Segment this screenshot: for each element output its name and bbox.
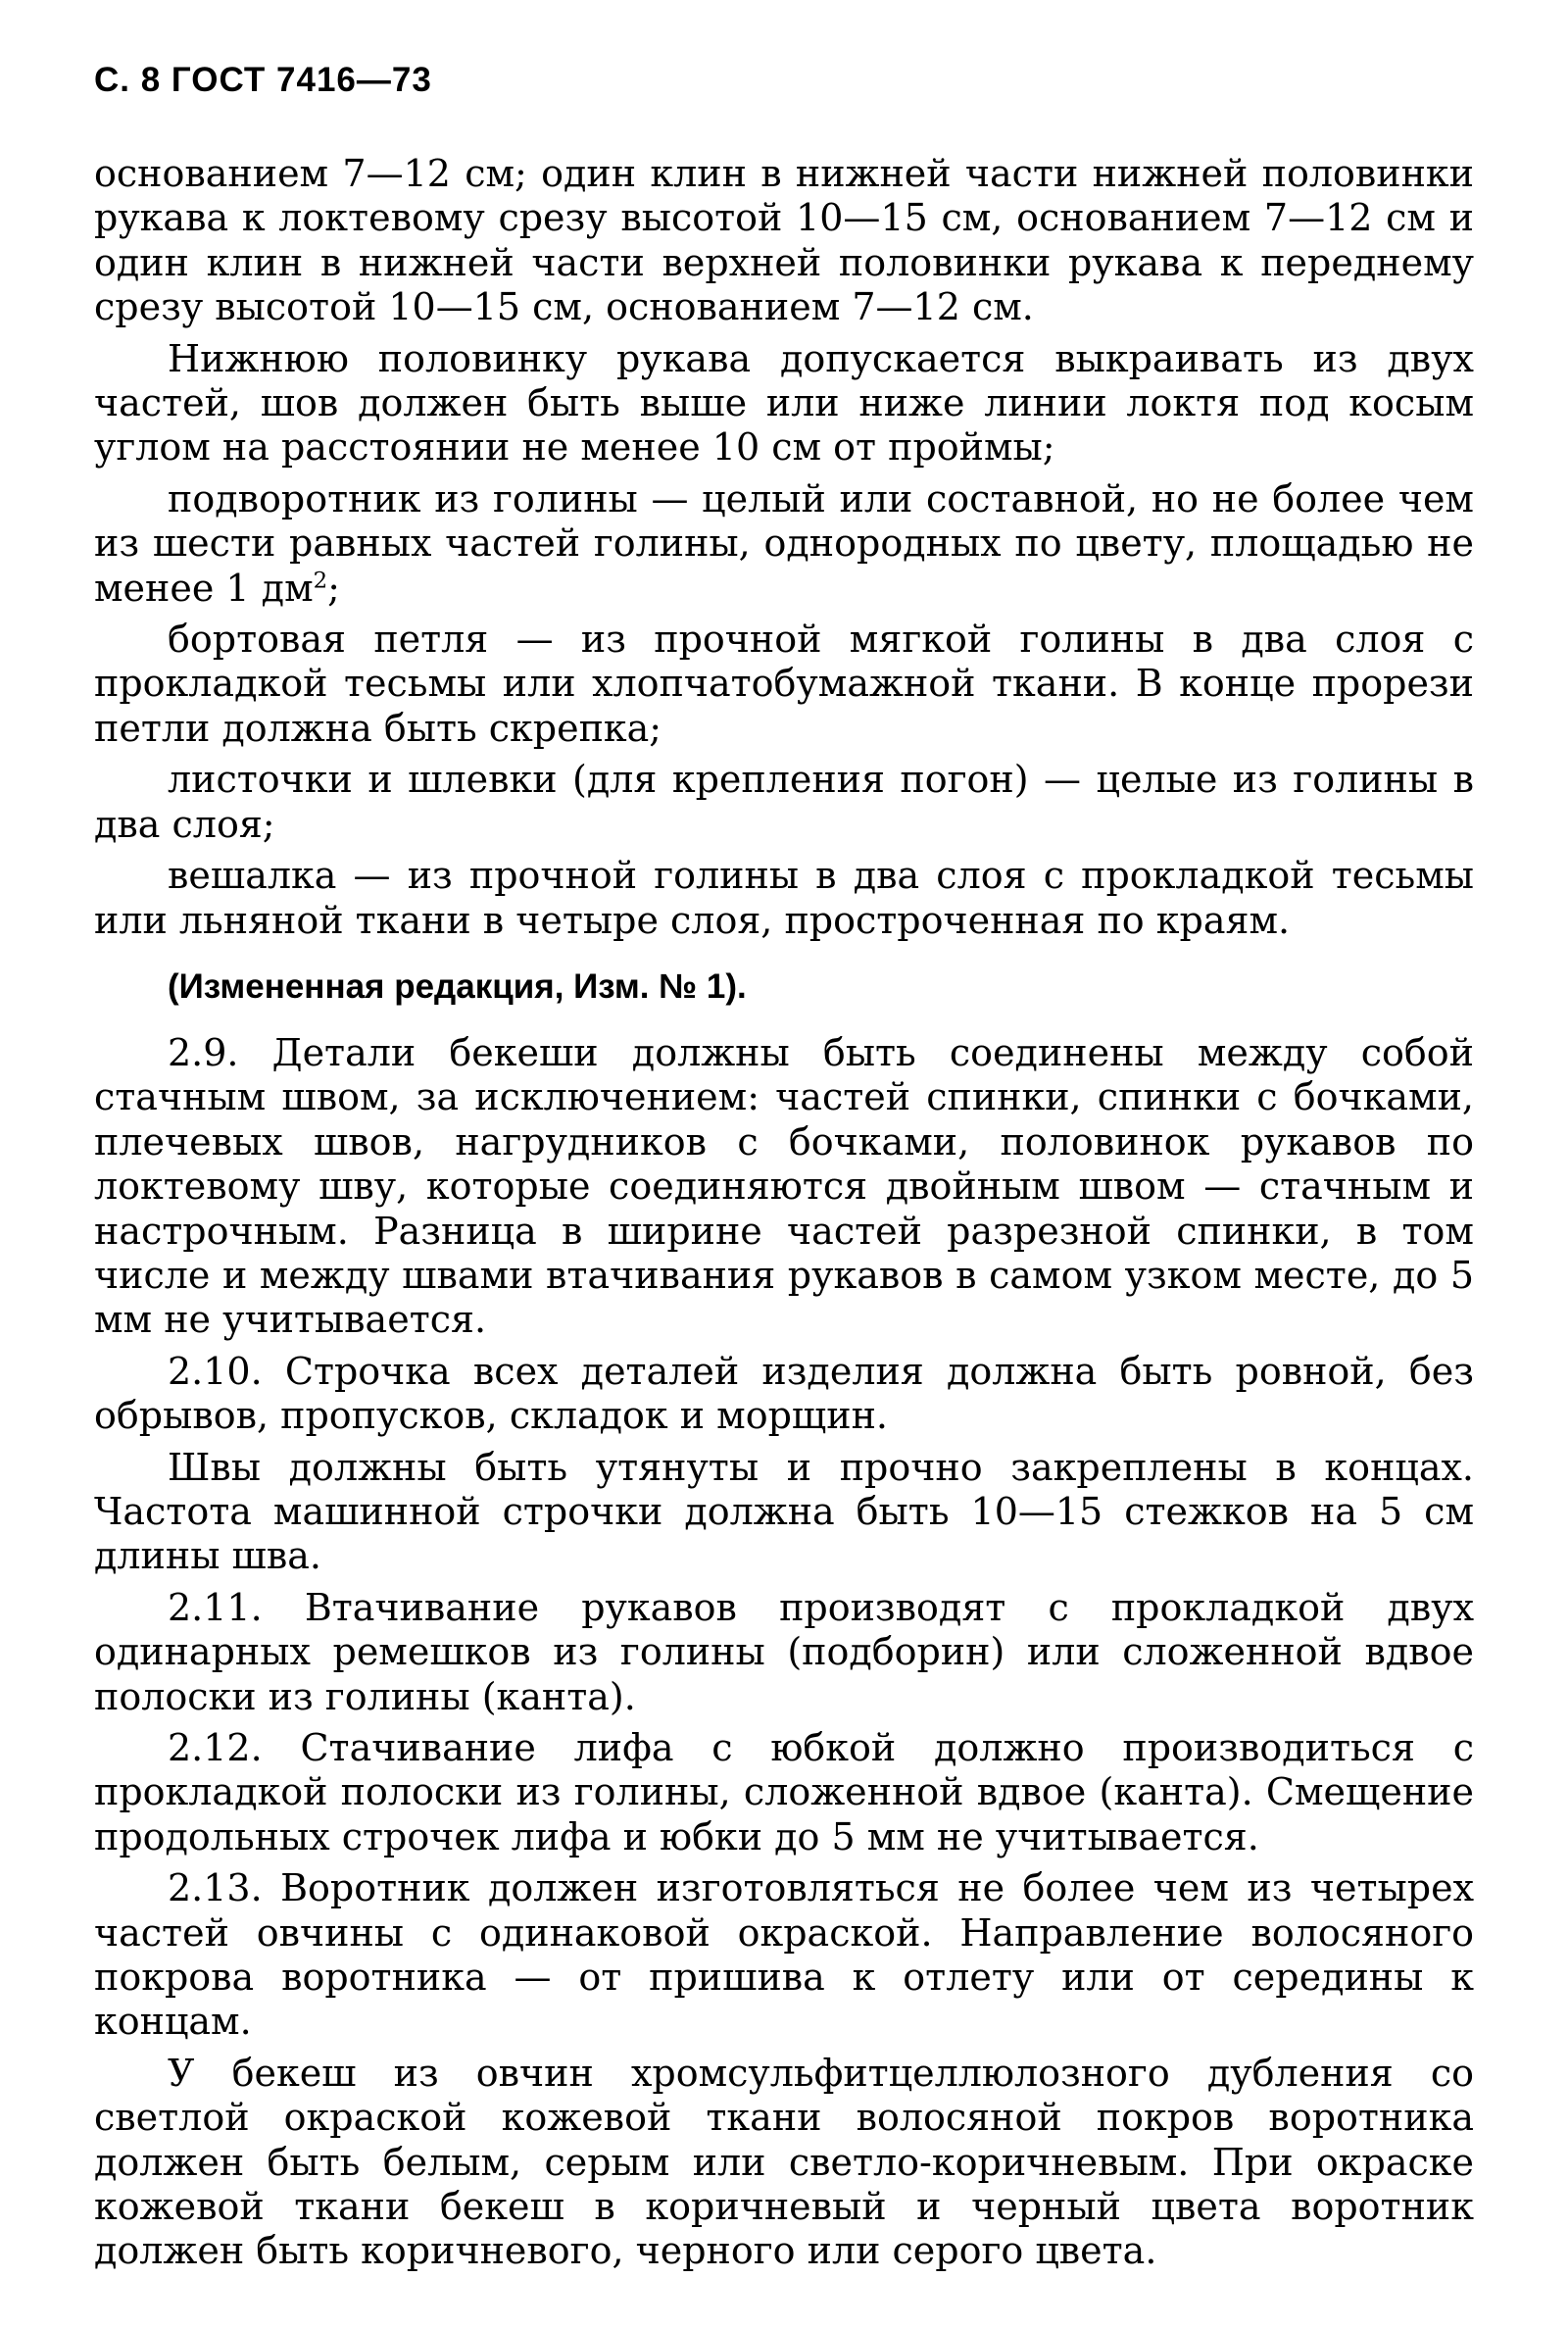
- document-body: [94, 152, 1474, 2274]
- paragraph: основанием 7—12 см; один клин в нижней части нижней половинки рукава к локтевому срезу высотой 10—15 см, основанием 7—12 см и один клин в нижней части верхней половинки рукава к переднему срезу высотой 10—15 см, основанием 7—12 см.: [94, 152, 1474, 329]
- paragraph-text: ;: [327, 566, 340, 610]
- paragraph: У бекеш из овчин хромсульфитцеллюлозного дубления со светлой окраской кожевой ткани волосяной покров воротника должен быть белым, серым или светло-коричневым. При окраске кожевой ткани бекеш в коричневый и черный цвета воротник должен быть коричневого, черного или серого цвета.: [94, 2051, 1474, 2273]
- paragraph: [94, 477, 1474, 611]
- paragraph: Швы должны быть утянуты и прочно закреплены в концах. Частота машинной строчки должна быть 10—15 стежков на 5 см длины шва.: [94, 1445, 1474, 1578]
- paragraph: вешалка — из прочной голины в два слоя с прокладкой тесьмы или льняной ткани в четыре слоя, простроченная по краям.: [94, 854, 1474, 942]
- paragraph: 2.13. Воротник должен изготовляться не более чем из четырех частей овчины с одинаковой окраской. Направление волосяного покрова воротника — от пришива к отлету или от середины к концам.: [94, 1866, 1474, 2044]
- paragraph-text: подворотник из голины — целый или составной, но не более чем из шести равных частей голины, однородных по цвету, площадью не менее 1 дм: [94, 476, 1474, 610]
- paragraph: 2.12. Стачивание лифа с юбкой должно производиться с прокладкой полоски из голины, сложенной вдвое (канта). Смещение продольных строчек лифа и юбки до 5 мм не учитывается.: [94, 1726, 1474, 1858]
- paragraph: 2.10. Строчка всех деталей изделия должна быть ровной, без обрывов, пропусков, складок и морщин.: [94, 1349, 1474, 1438]
- paragraph: 2.9. Детали бекеши должны быть соединены между собой стачным швом, за исключением: частей спинки, спинки с бочками, плечевых швов, нагрудников с бочками, половинок рукавов по локтевому шву, которые соединяются двойным швом — стачным и настрочным. Разница в ширине частей разрезной спинки, в том числе и между швами втачивания рукавов в самом узком месте, до 5 мм не учитывается.: [94, 1030, 1474, 1342]
- amendment-note: (Измененная редакция, Изм. № 1).: [168, 966, 747, 1006]
- paragraph: 2.11. Втачивание рукавов производят с прокладкой двух одинарных ремешков из голины (подборин) или сложенной вдвое полоски из голины (канта).: [94, 1585, 1474, 1718]
- paragraph: листочки и шлевки (для крепления погон) — целые из голины в два слоя;: [94, 758, 1474, 846]
- superscript: 2: [313, 568, 328, 593]
- page-header: С. 8 ГОСТ 7416—73: [94, 61, 432, 99]
- paragraph: Нижнюю половинку рукава допускается выкраивать из двух частей, шов должен быть выше или ниже линии локтя под косым углом на расстоянии не менее 10 см от проймы;: [94, 336, 1474, 470]
- paragraph: бортовая петля — из прочной мягкой голины в два слоя с прокладкой тесьмы или хлопчатобумажной ткани. В конце прорези петли должна быть скрепка;: [94, 618, 1474, 750]
